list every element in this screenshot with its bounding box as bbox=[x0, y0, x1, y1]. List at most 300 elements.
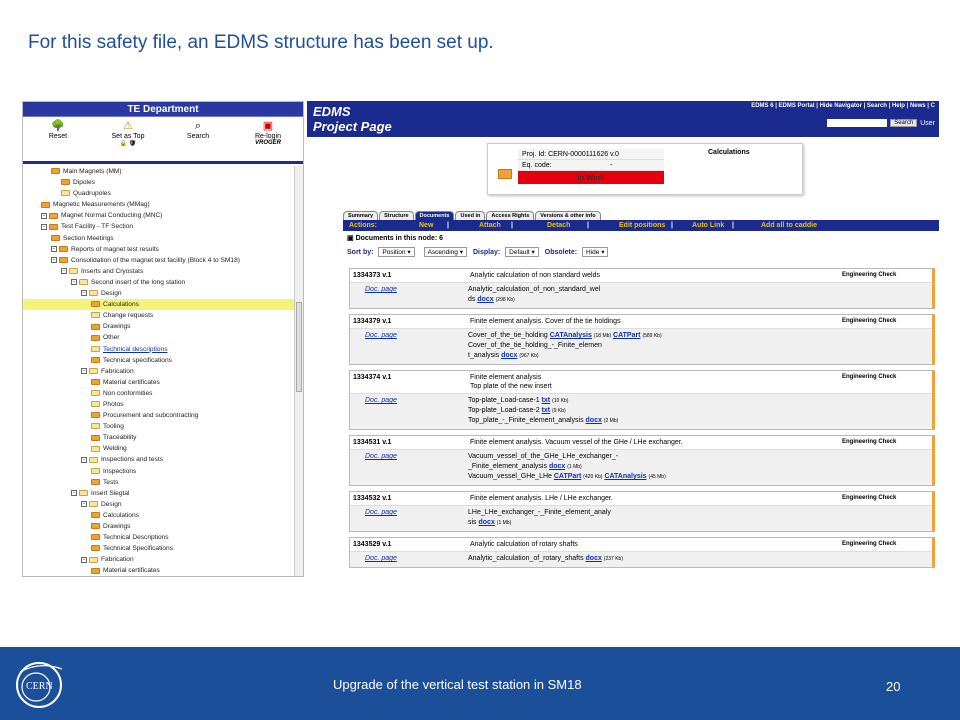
tree-item[interactable] bbox=[23, 466, 295, 477]
tree-toggle-icon[interactable]: − bbox=[62, 268, 66, 275]
document-description bbox=[470, 540, 842, 549]
tree-toggle-icon[interactable]: − bbox=[72, 489, 76, 496]
tree-item-label: Technical Descriptions bbox=[103, 534, 169, 542]
tab-access-rights[interactable]: Access Rights bbox=[486, 211, 534, 220]
check-status: Engineering Check bbox=[842, 272, 897, 278]
file-download-link[interactable]: txt bbox=[541, 407, 551, 414]
sort-select[interactable]: Position ▾ bbox=[378, 247, 414, 257]
check-status: Engineering Check bbox=[842, 374, 897, 380]
document-title: Finite element analysis bbox=[470, 374, 542, 381]
action-new-link[interactable]: New bbox=[419, 222, 434, 229]
file-size: (420 Kb) bbox=[583, 474, 603, 480]
document-number[interactable]: 1343529 v.1 bbox=[353, 541, 392, 548]
login-icon: ▣ bbox=[262, 120, 274, 132]
document-description bbox=[470, 271, 842, 280]
action-separator: | bbox=[447, 222, 449, 229]
folder-icon bbox=[91, 423, 100, 429]
document-header bbox=[350, 315, 932, 329]
action-add-all-to-caddie-link[interactable]: Add all to caddie bbox=[761, 222, 818, 229]
tree-item[interactable] bbox=[23, 277, 295, 288]
tree-item-label: Photos bbox=[103, 400, 124, 408]
tree-item[interactable] bbox=[23, 166, 295, 177]
doc-page-link[interactable]: Doc. page bbox=[365, 332, 397, 339]
project-id-row bbox=[518, 149, 664, 160]
file-list bbox=[468, 285, 848, 305]
tree-item-label: Design bbox=[101, 290, 122, 298]
action-attach-link[interactable]: Attach bbox=[479, 222, 501, 229]
action-separator: | bbox=[511, 222, 513, 229]
document-number[interactable]: 1334531 v.1 bbox=[353, 439, 392, 446]
file-size: (18 Mb) bbox=[593, 333, 612, 339]
folder-icon bbox=[61, 179, 70, 185]
toolbar-user: VROGER bbox=[254, 140, 281, 146]
tab-structure[interactable]: Structure bbox=[379, 211, 413, 220]
tree-item[interactable] bbox=[23, 421, 295, 432]
document-files bbox=[350, 329, 932, 364]
folder-icon bbox=[61, 190, 70, 196]
order-value: Ascending bbox=[427, 249, 458, 256]
folder-icon bbox=[41, 202, 50, 208]
file-line bbox=[468, 285, 848, 295]
tree-item-label: Reports of magnet test results bbox=[71, 245, 159, 253]
folder-icon bbox=[79, 279, 88, 285]
tree-item[interactable] bbox=[23, 454, 295, 465]
tree-item[interactable] bbox=[23, 366, 295, 377]
tree-item[interactable] bbox=[23, 410, 295, 421]
tree-item[interactable] bbox=[23, 432, 295, 443]
tree-item-label: Test Facility - TF Section bbox=[61, 223, 134, 231]
toolbar-reset-button[interactable] bbox=[28, 119, 88, 161]
toolbar-label: Search bbox=[186, 133, 210, 140]
document-subtitle: Top plate of the new insert bbox=[470, 383, 552, 390]
folder-icon bbox=[91, 534, 100, 540]
action-detach-link[interactable]: Detach bbox=[547, 222, 571, 229]
tree-toggle-icon[interactable]: − bbox=[82, 556, 86, 563]
document-files bbox=[350, 450, 932, 485]
tree-item-label: Procurement and subcontracting bbox=[103, 412, 199, 420]
navigator-header bbox=[23, 102, 303, 164]
file-download-link[interactable]: docx bbox=[585, 555, 602, 562]
file-download-link[interactable]: docx bbox=[478, 519, 495, 526]
folder-icon bbox=[91, 545, 100, 551]
document-description bbox=[470, 438, 842, 447]
edms-navigator bbox=[22, 101, 304, 577]
tree-item[interactable] bbox=[23, 310, 295, 321]
file-download-link[interactable]: docx bbox=[477, 296, 494, 303]
tree-item-label: Material certificates bbox=[103, 378, 160, 386]
toolbar-re-login-button[interactable] bbox=[238, 119, 298, 161]
check-status: Engineering Check bbox=[842, 541, 897, 547]
action-auto-link-link[interactable]: Auto Link bbox=[692, 222, 725, 229]
tree-item-label: Magnetic Measurements (MMag) bbox=[53, 201, 150, 209]
tree-item-label: Non conformities bbox=[103, 389, 153, 397]
project-info-table bbox=[518, 149, 664, 184]
tree-item-label: Inspections bbox=[103, 467, 137, 475]
obsolete-label: Obsolete: bbox=[544, 249, 578, 256]
document-header bbox=[350, 269, 932, 283]
file-download-link[interactable]: CATAnalysis bbox=[604, 473, 647, 480]
edms-top-links[interactable]: EDMS 6 | EDMS Portal | Hide Navigator | Search | Help | News | C bbox=[751, 103, 935, 109]
tree-item-label: Technical descriptions bbox=[103, 345, 168, 353]
navigator-divider bbox=[23, 161, 303, 164]
file-line bbox=[468, 508, 848, 518]
file-size: (589 Kb) bbox=[642, 333, 662, 339]
file-download-link[interactable]: docx bbox=[585, 417, 602, 424]
tree-item[interactable] bbox=[23, 233, 295, 244]
actions-label: Actions: bbox=[349, 222, 377, 229]
tree-toggle-icon[interactable]: − bbox=[82, 367, 86, 374]
sort-bar bbox=[347, 247, 612, 257]
display-select[interactable]: Default ▾ bbox=[505, 247, 539, 257]
doc-page-link[interactable]: Doc. page bbox=[365, 286, 397, 293]
folder-icon bbox=[91, 479, 100, 485]
search-icon: ⌕ bbox=[194, 120, 202, 132]
file-size: (1 Mb) bbox=[496, 520, 512, 526]
toolbar-set-as-top-button[interactable] bbox=[98, 119, 158, 161]
tree-item[interactable] bbox=[23, 266, 295, 277]
user-link[interactable]: User bbox=[920, 119, 935, 127]
document-row bbox=[349, 435, 935, 486]
folder-icon bbox=[89, 290, 98, 296]
tree-toggle-icon[interactable]: − bbox=[42, 223, 46, 230]
document-row bbox=[349, 537, 935, 568]
cern-logo bbox=[12, 657, 67, 712]
order-select[interactable]: Ascending ▾ bbox=[424, 247, 467, 257]
status-badge: In Work bbox=[518, 171, 664, 184]
tree-item[interactable] bbox=[23, 521, 295, 532]
sort-value: Position bbox=[382, 249, 406, 256]
document-title: Finite element analysis. Vacuum vessel of the GHe / LHe exchanger. bbox=[470, 439, 683, 446]
folder-icon bbox=[91, 401, 100, 407]
file-name: Analytic_calculation_of_non_standard_wel bbox=[468, 286, 601, 293]
eq-code-label: Eq. code: bbox=[522, 162, 552, 169]
tree-item[interactable] bbox=[23, 255, 295, 266]
tree-item-label: Technical Specifications bbox=[103, 545, 174, 553]
file-size: (45 Mb) bbox=[648, 474, 666, 480]
check-status: Engineering Check bbox=[842, 495, 897, 501]
file-size: (1 Mb) bbox=[567, 464, 582, 470]
footer-title: Upgrade of the vertical test station in SM18 bbox=[333, 677, 582, 692]
file-line bbox=[468, 295, 848, 305]
tree-item[interactable] bbox=[23, 299, 295, 310]
document-description bbox=[470, 373, 842, 391]
tree-item[interactable] bbox=[23, 244, 295, 255]
file-line bbox=[468, 554, 848, 564]
folder-icon bbox=[51, 235, 60, 241]
tree-item-label: Technical specifications bbox=[103, 356, 172, 364]
edms-logo-line2: Project Page bbox=[313, 119, 392, 134]
folder-icon bbox=[91, 324, 100, 330]
folder-icon bbox=[91, 346, 100, 352]
tree-item-label: Drawings bbox=[103, 523, 131, 530]
documents-list bbox=[349, 268, 935, 573]
tree-item[interactable] bbox=[23, 199, 295, 210]
tab-versions-other-info[interactable]: Versions & other info bbox=[535, 211, 600, 220]
file-download-link[interactable]: CATPart bbox=[553, 473, 582, 480]
tree-item-label: Other bbox=[103, 334, 120, 342]
action-separator: | bbox=[587, 222, 589, 229]
folder-tree bbox=[23, 166, 295, 576]
file-download-link[interactable]: docx bbox=[548, 463, 566, 470]
tab-used-in[interactable]: Used in bbox=[455, 211, 485, 220]
folder-icon bbox=[91, 301, 100, 307]
file-download-link[interactable]: docx bbox=[501, 352, 518, 359]
document-files bbox=[350, 283, 932, 308]
slide-footer bbox=[0, 647, 960, 720]
tab-documents[interactable]: Documents bbox=[415, 211, 455, 220]
doc-page-link[interactable]: Doc. page bbox=[365, 555, 397, 562]
folder-icon bbox=[91, 312, 100, 318]
tree-item-label: Change requests bbox=[103, 312, 154, 320]
file-name: Vacuum_vessel_of_the_GHe_LHe_exchanger_- bbox=[468, 453, 619, 460]
document-header bbox=[350, 436, 932, 450]
folder-icon bbox=[59, 246, 68, 252]
file-line bbox=[468, 341, 848, 351]
tree-item[interactable] bbox=[23, 477, 295, 488]
file-line bbox=[468, 452, 848, 462]
folder-icon bbox=[89, 557, 98, 563]
tree-item-label: Material certificates bbox=[103, 567, 160, 575]
document-number[interactable]: 1334374 v.1 bbox=[353, 374, 392, 381]
tree-item[interactable] bbox=[23, 177, 295, 188]
search-input[interactable] bbox=[827, 119, 887, 127]
edms-header bbox=[307, 101, 939, 137]
tree-item[interactable] bbox=[23, 443, 295, 454]
edms-search bbox=[827, 119, 935, 127]
tree-item-label: Tests bbox=[103, 478, 119, 486]
action-separator: | bbox=[732, 222, 734, 229]
tree-item-label: Main Magnets (MM) bbox=[63, 168, 122, 175]
document-number[interactable]: 1334373 v.1 bbox=[353, 272, 392, 279]
file-name: sis bbox=[468, 519, 479, 526]
sort-label: Sort by: bbox=[347, 249, 374, 256]
document-header bbox=[350, 538, 932, 552]
folder-icon bbox=[89, 501, 98, 507]
folder-icon bbox=[498, 169, 512, 179]
tree-item-label: Drawings bbox=[103, 323, 131, 331]
tree-item[interactable] bbox=[23, 488, 295, 499]
document-description bbox=[470, 494, 842, 503]
eq-code-value: - bbox=[610, 162, 613, 169]
tree-toggle-icon[interactable]: − bbox=[82, 501, 86, 508]
document-files bbox=[350, 394, 932, 429]
folder-icon bbox=[91, 512, 100, 518]
file-name: Top-plate_Load-case-1 bbox=[468, 397, 542, 404]
toolbar-search-button[interactable] bbox=[168, 119, 228, 161]
tree-item[interactable] bbox=[23, 499, 295, 510]
documents-count: ▣ Documents in this node: 6 bbox=[347, 235, 444, 242]
toolbar-label: Reset bbox=[48, 133, 68, 140]
folder-icon bbox=[91, 335, 100, 341]
file-download-link[interactable]: CATAnalysis bbox=[549, 332, 592, 339]
file-list bbox=[468, 554, 848, 564]
file-name: LHe_LHe_exchanger_-_Finite_element_analy bbox=[468, 509, 611, 516]
tree-item-label: Inserts and Cryostats bbox=[81, 267, 144, 275]
folder-icon bbox=[91, 523, 100, 529]
folder-icon bbox=[91, 379, 100, 385]
tree-item-label: Calculations bbox=[103, 511, 139, 519]
tree-toggle-icon[interactable]: − bbox=[52, 245, 56, 252]
check-status: Engineering Check bbox=[842, 318, 897, 324]
file-size: (967 Kb) bbox=[519, 353, 539, 359]
display-value: Default bbox=[509, 249, 530, 256]
file-line bbox=[468, 416, 848, 426]
document-number[interactable]: 1334379 v.1 bbox=[353, 318, 392, 325]
file-size: (237 Kb) bbox=[603, 556, 623, 562]
file-line bbox=[468, 396, 848, 406]
file-name: Vacuum_vessel_GHe_LHe bbox=[468, 473, 554, 480]
tree-toggle-icon[interactable]: − bbox=[52, 257, 56, 263]
tree-item[interactable] bbox=[23, 510, 295, 521]
tree-item-label: Consolidation of the magnet test facility (Block 4 to SM18) bbox=[71, 256, 240, 264]
doc-page-link[interactable]: Doc. page bbox=[365, 509, 397, 516]
tree-item[interactable] bbox=[23, 221, 295, 232]
toolbar-label: Set as Top bbox=[111, 133, 145, 140]
tree-toggle-icon[interactable]: − bbox=[42, 212, 46, 219]
tree-item[interactable] bbox=[23, 344, 295, 355]
obsolete-select[interactable]: Hide ▾ bbox=[582, 247, 608, 257]
tree-toggle-icon[interactable]: − bbox=[82, 456, 86, 463]
tree-item-label: Fabrication bbox=[101, 556, 134, 564]
file-download-link[interactable]: txt bbox=[541, 397, 551, 404]
tree-item[interactable] bbox=[23, 388, 295, 399]
tree-icon: 🌳 bbox=[51, 120, 65, 132]
tree-item[interactable] bbox=[23, 188, 295, 199]
tree-item[interactable] bbox=[23, 554, 295, 565]
slide-title: For this safety file, an EDMS structure has been set up. bbox=[28, 32, 494, 53]
document-number[interactable]: 1334532 v.1 bbox=[353, 495, 392, 502]
tree-item[interactable] bbox=[23, 377, 295, 388]
tree-item[interactable] bbox=[23, 565, 295, 576]
file-download-link[interactable]: CATPart bbox=[613, 332, 641, 339]
file-line bbox=[468, 472, 848, 482]
tree-item-label: Tooling bbox=[103, 423, 124, 431]
file-line bbox=[468, 331, 848, 341]
folder-icon bbox=[59, 257, 68, 263]
file-list bbox=[468, 396, 848, 426]
tree-item-label: Design bbox=[101, 500, 122, 508]
project-card bbox=[487, 143, 803, 195]
file-list bbox=[468, 331, 848, 361]
folder-icon bbox=[91, 390, 100, 396]
tree-item[interactable] bbox=[23, 332, 295, 343]
tree-item-label: Fabrication bbox=[101, 367, 134, 375]
actions-bar bbox=[343, 220, 939, 231]
document-files bbox=[350, 552, 932, 567]
lock-icons: 🔒 🛡 bbox=[119, 141, 137, 147]
navigator-toolbar bbox=[23, 117, 303, 161]
file-name: Top-plate_Load-case-2 bbox=[468, 407, 542, 414]
folder-icon bbox=[89, 368, 98, 374]
document-header bbox=[350, 492, 932, 506]
document-title: Finite element analysis. LHe / LHe exchanger. bbox=[470, 495, 613, 502]
file-name: Analytic_calculation_of_rotary_shafts bbox=[468, 555, 586, 562]
file-line bbox=[468, 406, 848, 416]
tree-toggle-icon[interactable]: − bbox=[82, 290, 86, 297]
edms-logo[interactable] bbox=[313, 104, 392, 134]
tree-item-label: Dipoles bbox=[73, 179, 95, 187]
file-size: (2 Mb) bbox=[603, 418, 619, 424]
tab-bar bbox=[343, 211, 601, 220]
file-name: _Finite_element_analysis bbox=[468, 463, 549, 470]
file-size: (298 Kb) bbox=[495, 297, 515, 303]
toolbar-label: Re-login bbox=[254, 133, 282, 140]
tree-item[interactable] bbox=[23, 210, 295, 221]
document-title: Finite element analysis. Cover of the tie holdings bbox=[470, 318, 621, 325]
doc-page-link[interactable]: Doc. page bbox=[365, 453, 397, 460]
folder-icon bbox=[91, 568, 100, 574]
document-description bbox=[470, 317, 842, 326]
eq-code-row bbox=[518, 160, 664, 171]
folder-icon bbox=[79, 490, 88, 496]
tree-item-label: Section Meetings bbox=[63, 234, 114, 242]
tree-item-label: Quadrupoles bbox=[73, 190, 111, 198]
file-name: ds bbox=[468, 296, 478, 303]
tree-item[interactable] bbox=[23, 399, 295, 410]
document-row bbox=[349, 370, 935, 430]
project-name: Calculations bbox=[708, 149, 750, 156]
tree-item[interactable] bbox=[23, 355, 295, 366]
folder-icon bbox=[89, 457, 98, 463]
file-line bbox=[468, 351, 848, 361]
folder-icon bbox=[49, 213, 58, 219]
action-separator: | bbox=[671, 222, 673, 229]
tree-item-label: Welding bbox=[103, 445, 127, 453]
folder-icon bbox=[91, 468, 100, 474]
tree-toggle-icon[interactable]: − bbox=[72, 279, 76, 286]
file-name: Cover_of_the_tie_holding bbox=[468, 332, 550, 339]
folder-icon bbox=[91, 446, 100, 452]
folder-icon bbox=[91, 357, 100, 363]
search-button[interactable]: Search bbox=[890, 119, 917, 127]
file-list bbox=[468, 452, 848, 482]
navigator-title: TE Department bbox=[23, 102, 303, 117]
folder-icon bbox=[69, 268, 78, 274]
project-id: Proj. Id: CERN-0000111626 v.0 bbox=[522, 151, 619, 158]
action-edit-positions-link[interactable]: Edit positions bbox=[619, 222, 666, 229]
file-line bbox=[468, 462, 848, 472]
file-size: (10 Kb) bbox=[552, 398, 569, 404]
file-name: Cover_of_the_tie_holding_-_Finite_elemen bbox=[468, 342, 602, 349]
file-name: t_analysis bbox=[468, 352, 502, 359]
obsolete-value: Hide bbox=[586, 249, 600, 256]
document-row bbox=[349, 268, 935, 309]
folder-icon bbox=[49, 224, 58, 230]
document-title: Analytic calculation of rotary shafts bbox=[470, 541, 578, 548]
edms-logo-line1: EDMS bbox=[313, 104, 351, 119]
document-files bbox=[350, 506, 932, 531]
tree-item[interactable] bbox=[23, 543, 295, 554]
tree-scrollbar[interactable] bbox=[294, 166, 303, 576]
display-label: Display: bbox=[472, 249, 501, 256]
document-row bbox=[349, 314, 935, 365]
document-title: Analytic calculation of non standard welds bbox=[470, 272, 600, 279]
document-header bbox=[350, 371, 932, 394]
warning-icon: ⚠ bbox=[123, 120, 133, 132]
tab-summary[interactable]: Summary bbox=[343, 211, 378, 220]
tree-item-label: Calculations bbox=[103, 301, 139, 309]
scrollbar-thumb[interactable] bbox=[296, 302, 302, 392]
documents-count-text: Documents in this node: 6 bbox=[355, 235, 444, 242]
tree-item[interactable] bbox=[23, 288, 295, 299]
doc-page-link[interactable]: Doc. page bbox=[365, 397, 397, 404]
tree-item[interactable] bbox=[23, 532, 295, 543]
tree-item-label: Inspections and tests bbox=[101, 456, 163, 464]
edms-project-page bbox=[307, 101, 939, 577]
document-row bbox=[349, 491, 935, 532]
tree-item-label: Second insert of the long station bbox=[91, 278, 186, 286]
tree-item[interactable] bbox=[23, 321, 295, 332]
